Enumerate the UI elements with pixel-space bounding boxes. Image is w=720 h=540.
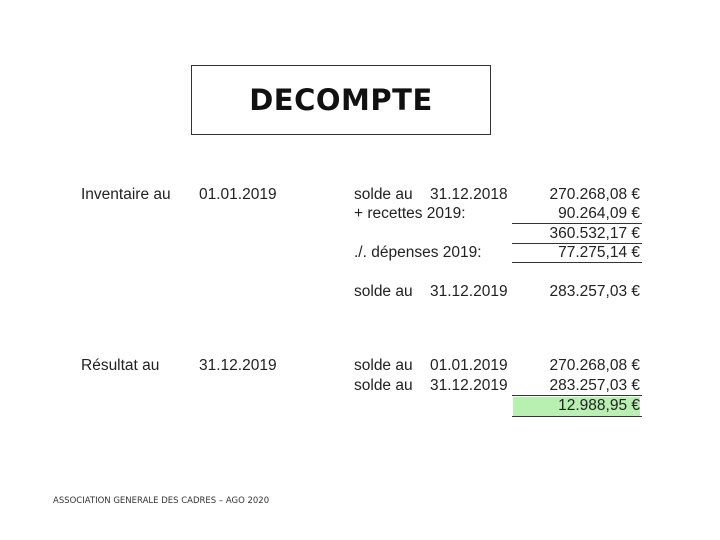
row-amount: 77.275,14 € [558,244,640,261]
row-amount: 283.257,03 € [549,283,640,300]
inventory-date: 01.01.2019 [199,186,277,203]
sum-underline [512,395,642,396]
row-amount: 283.257,03 € [549,377,640,394]
row-amount: 270.268,08 € [549,357,640,374]
row-desc: solde au [354,377,413,394]
sum-underline [512,223,642,224]
row-date: 31.12.2018 [430,186,508,203]
sum-underline [512,262,642,263]
row-date: 31.12.2019 [430,283,508,300]
row-date: 01.01.2019 [430,357,508,374]
sum-underline [512,416,642,417]
row-desc: ./. dépenses 2019: [354,244,482,261]
row-desc: solde au [354,357,413,374]
row-desc: solde au [354,186,413,203]
row-desc: solde au [354,283,413,300]
row-amount: 270.268,08 € [549,186,640,203]
inventory-label: Inventaire au [81,186,171,203]
difference-amount: 12.988,95 € [558,397,640,414]
row-date: 31.12.2019 [430,377,508,394]
page-title: DECOMPTE [249,83,433,117]
footer-text: ASSOCIATION GENERALE DES CADRES – AGO 2020 [53,496,270,506]
result-label: Résultat au [81,357,160,374]
row-amount: 90.264,09 € [558,205,640,222]
row-desc: + recettes 2019: [354,205,466,222]
title-box [191,65,491,135]
result-date: 31.12.2019 [199,357,277,374]
row-amount: 360.532,17 € [549,225,640,242]
